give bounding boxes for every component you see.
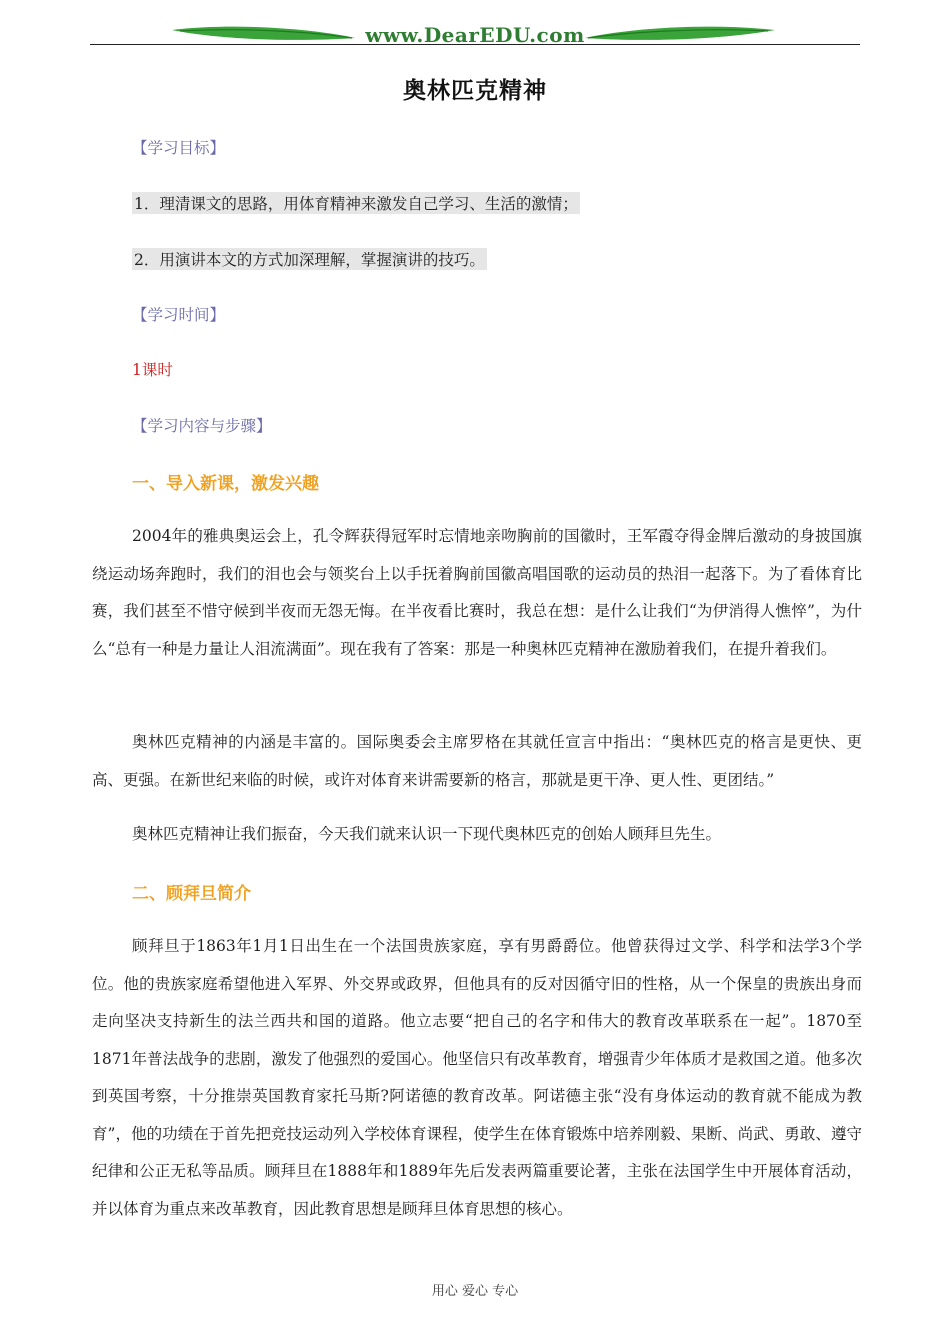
section-heading-intro: 一、导入新课，激发兴趣	[132, 474, 319, 494]
page-title: 奥林匹克精神	[403, 78, 547, 104]
paragraph-intro-2: 奥林匹克精神的内涵是丰富的。国际奥委会主席罗格在其就任宣言中指出：“奥林匹克的格言是更快、更高、更强。在新世纪来临的时候，或许对体育来讲需要新的格言，那就是更干净、更人性、更团结。”	[92, 733, 862, 789]
header-divider	[90, 44, 860, 45]
paragraph-intro-1: 2004年的雅典奥运会上，孔令辉获得冠军时忘情地亲吻胸前的国徽时，王军霞夺得金牌后激动的身披国旗绕运动场奔跑时，我们的泪也会与领奖台上以手抚着胸前国徽高唱国歌的运动员的热泪一起落下。为了看体育比赛，我们甚至不惜守候到半夜而无怨无悔。在半夜看比赛时，我总在想：是什么让我们“为伊消得人憔悴”，为什么“总有一种是力量让人泪流满面”。现在我有了答案：那是一种奥林匹克精神在激励着我们，在提升着我们。	[92, 527, 862, 658]
paragraph-intro-3: 奥林匹克精神让我们振奋，今天我们就来认识一下现代奥林匹克的创始人顾拜旦先生。	[132, 825, 722, 843]
learning-time-value: 1课时	[132, 361, 173, 379]
label-learning-goals: 【学习目标】	[132, 139, 226, 157]
paragraph-coubertin-1: 顾拜旦于1863年1月1日出生在一个法国贵族家庭，享有男爵爵位。他曾获得过文学、科学和法学3个学位。他的贵族家庭希望他进入军界、外交界或政界，但他具有的反对因循守旧的性格，从一个保皇的贵族出身而走向坚决支持新生的法兰西共和国的道路。他立志要“把自己的名字和伟大的教育改革联系在一起”。1870至1871年普法战争的悲剧，激发了他强烈的爱国心。他坚信只有改革教育，增强青少年体质才是救国之道。他多次到英国考察，十分推崇英国教育家托马斯?阿诺德的教育改革。阿诺德主张“没有身体运动的教育就不能成为教育”，他的功绩在于首先把竞技运动列入学校体育课程，使学生在体育锻炼中培养刚毅、果断、尚武、勇敢、遵守纪律和公正无私等品质。顾拜旦在1888年和1889年先后发表两篇重要论著，主张在法国学生中开展体育活动，并以体育为重点来改革教育，因此教育思想是顾拜旦体育思想的核心。	[92, 937, 862, 1218]
goal-item-1: 1．理清课文的思路，用体育精神来激发自己学习、生活的激情；	[132, 192, 580, 214]
section-heading-coubertin: 二、顾拜旦简介	[132, 884, 251, 904]
page-footer: 用心 爱心 专心	[431, 1284, 519, 1299]
page-header	[0, 0, 950, 50]
goal-item-2: 2．用演讲本文的方式加深理解，掌握演讲的技巧。	[132, 248, 487, 270]
label-learning-time: 【学习时间】	[132, 306, 226, 324]
label-learning-content: 【学习内容与步骤】	[132, 417, 272, 435]
header-logo-text: www.DearEDU.com	[365, 23, 585, 47]
